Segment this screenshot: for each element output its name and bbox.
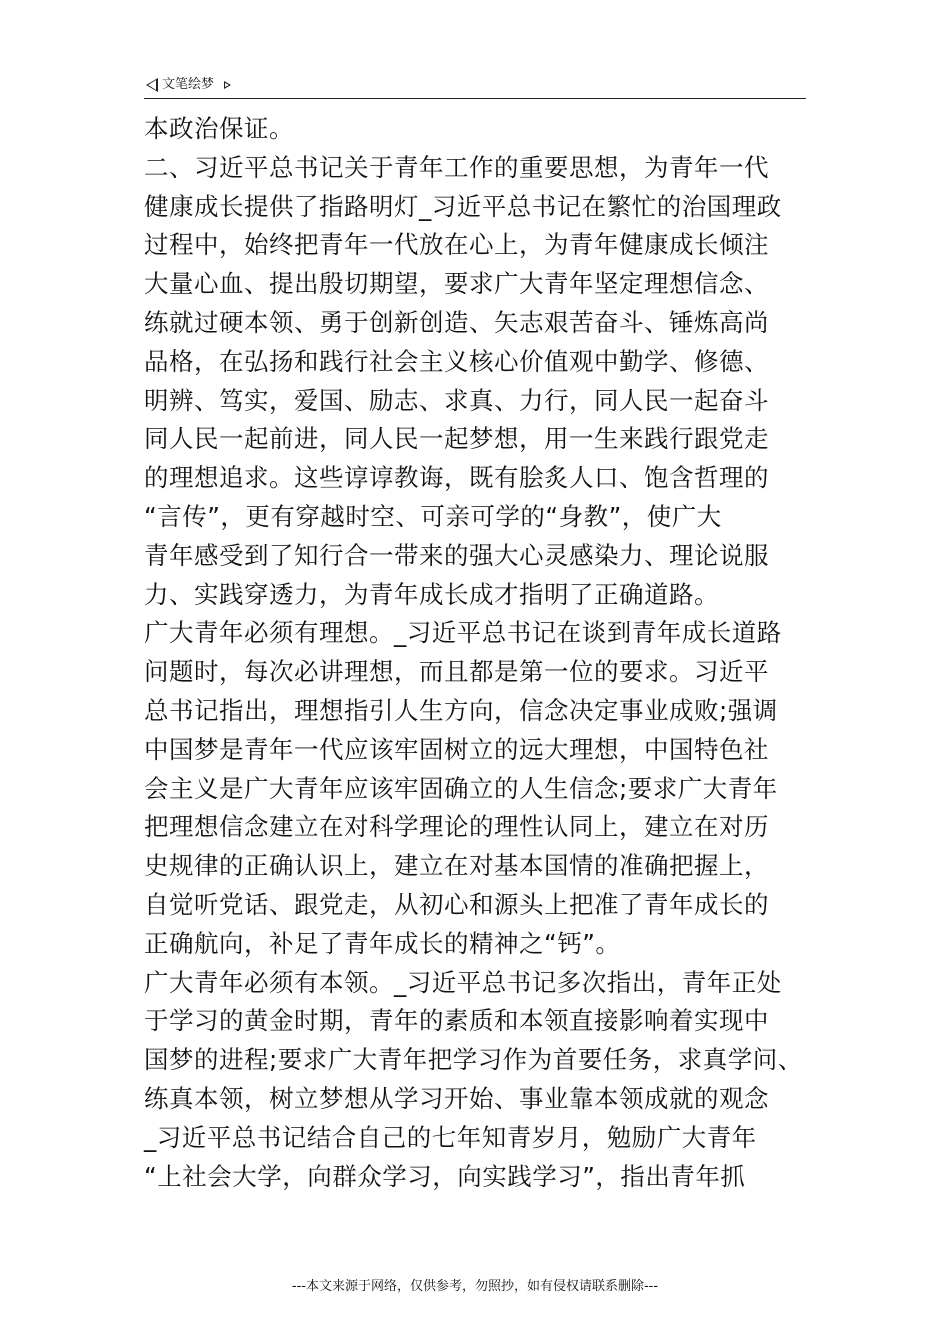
text-line: 史规律的正确认识上，建立在对基本国情的准确把握上， <box>144 851 769 881</box>
text-line: 二、习近平总书记关于青年工作的重要思想，为青年一代 <box>144 152 769 182</box>
triangle-left-icon <box>146 78 158 92</box>
text-line: 问题时，每次必讲理想，而且都是第一位的要求。习近平 <box>144 657 769 687</box>
document-body <box>144 110 808 1196</box>
text-line: 过程中，始终把青年一代放在心上，为青年健康成长倾注 <box>144 230 769 260</box>
text-line: 力、实践穿透力，为青年成长成才指明了正确道路。 <box>144 579 719 609</box>
text-line: _习近平总书记结合自己的七年知青岁月，勉励广大青年 <box>144 1122 757 1152</box>
text-line: 于学习的黄金时期，青年的素质和本领直接影响着实现中 <box>144 1006 769 1036</box>
text-line: 练真本领，树立梦想从学习开始、事业靠本领成就的观念 <box>144 1083 769 1113</box>
text-line: 健康成长提供了指路明灯_习近平总书记在繁忙的治国理政 <box>144 191 782 221</box>
text-line: 品格，在弘扬和践行社会主义核心价值观中勤学、修德、 <box>144 346 769 376</box>
text-line: 中国梦是青年一代应该牢固树立的远大理想，中国特色社 <box>144 734 769 764</box>
text-line: 广大青年必须有理想。_习近平总书记在谈到青年成长道路 <box>144 618 782 648</box>
text-line: 明辨、笃实，爱国、励志、求真、力行，同人民一起奋斗 <box>144 385 769 415</box>
text-line: 的理想追求。这些谆谆教诲，既有脍炙人口、饱含哲理的 <box>144 463 769 493</box>
text-line: 广大青年必须有本领。_习近平总书记多次指出，青年正处 <box>144 967 782 997</box>
text-line: 大量心血、提出殷切期望，要求广大青年坚定理想信念、 <box>144 269 769 299</box>
text-line: 会主义是广大青年应该牢固确立的人生信念;要求广大青年 <box>144 773 778 803</box>
text-line: 同人民一起前进，同人民一起梦想，用一生来践行跟党走 <box>144 424 769 454</box>
text-line: 青年感受到了知行合一带来的强大心灵感染力、理论说服 <box>144 540 769 570</box>
text-line: 自觉听党话、跟党走，从初心和源头上把准了青年成长的 <box>144 889 769 919</box>
text-line: “上社会大学，向群众学习，向实践学习”，指出青年抓 <box>144 1161 746 1191</box>
text-line: 总书记指出，理想指引人生方向，信念决定事业成败;强调 <box>144 695 778 725</box>
text-line: 练就过硬本领、勇于创新创造、矢志艰苦奋斗、锤炼高尚 <box>144 307 769 337</box>
page-header <box>144 74 806 99</box>
header-brand <box>146 76 231 94</box>
text-line: 把理想信念建立在对科学理论的理性认同上，建立在对历 <box>144 812 769 842</box>
text-line: 正确航向，补足了青年成长的精神之“钙”。 <box>144 928 621 958</box>
text-line: 国梦的进程;要求广大青年把学习作为首要任务，求真学问、 <box>144 1045 803 1075</box>
header-brand-text: 文笔绘梦 <box>162 77 215 92</box>
page-footer-note: ---本文来源于网络，仅供参考，勿照抄，如有侵权请联系删除--- <box>291 1279 659 1294</box>
text-line: 本政治保证。 <box>144 114 294 143</box>
triangle-right-icon <box>224 81 231 89</box>
text-line: “言传”，更有穿越时空、可亲可学的“身教”，使广大 <box>144 501 722 531</box>
